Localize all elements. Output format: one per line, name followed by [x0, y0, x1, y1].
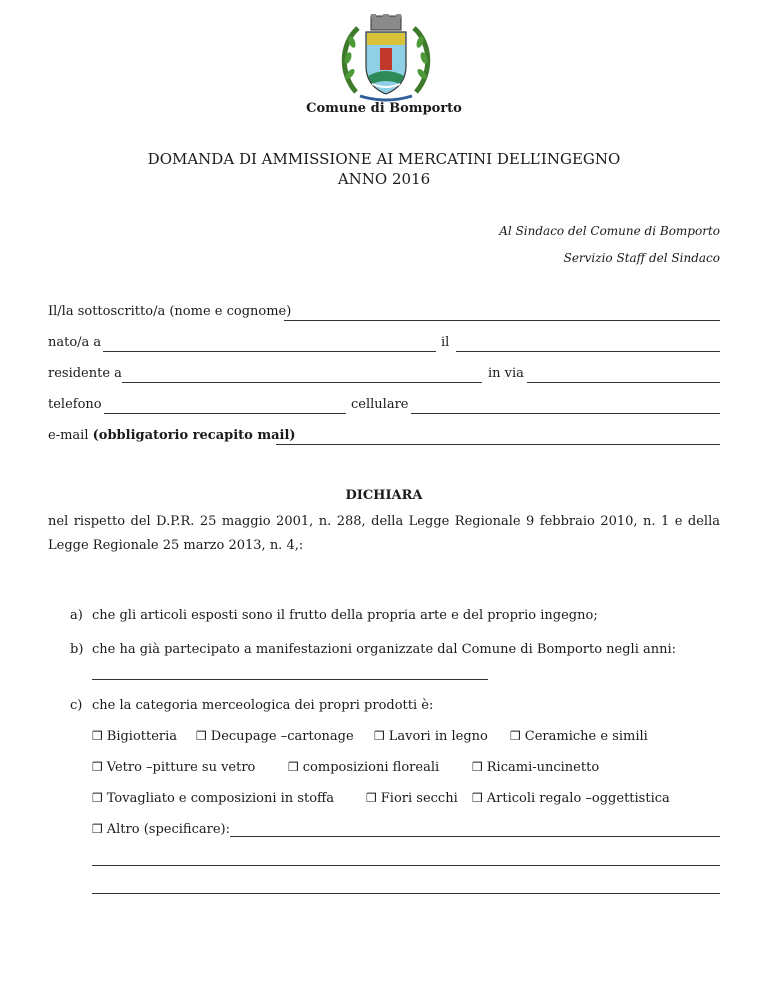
- email-required-note: (obbligatorio recapito mail): [92, 428, 296, 443]
- municipal-coat-of-arms-icon: [338, 14, 434, 104]
- birthplace-label: nato/a a: [48, 335, 102, 350]
- email-label-text: e-mail: [48, 428, 89, 443]
- checkbox-icon: ❒: [366, 791, 377, 805]
- checkbox-icon: ❒: [510, 729, 521, 743]
- category-label: Ricami-uncinetto: [486, 760, 600, 775]
- checkbox-icon: ❒: [472, 791, 483, 805]
- item-b-marker: b): [70, 642, 84, 657]
- street-label: in via: [488, 366, 524, 381]
- mobile-field[interactable]: [411, 413, 720, 414]
- checkbox-icon: ❒: [288, 760, 299, 774]
- category-label: composizioni floreali: [302, 760, 440, 775]
- years-field[interactable]: [92, 679, 488, 680]
- checkbox-icon: ❒: [92, 791, 103, 805]
- residence-label: residente a: [48, 366, 122, 381]
- category-label: Decupage –cartonage: [210, 729, 354, 744]
- checkbox-icon: ❒: [472, 760, 483, 774]
- checkbox-ceramiche[interactable]: [510, 729, 648, 744]
- category-label: Articoli regalo –oggettistica: [486, 791, 670, 806]
- declaration-intro: nel rispetto del D.P.R. 25 maggio 2001, n. 288, della Legge Regionale 9 febbraio 2010, n. 1 e della Legge Regionale 25 marzo 2013, n. 4,:: [48, 514, 720, 553]
- category-label: Bigiotteria: [106, 729, 178, 744]
- category-label: Lavori in legno: [388, 729, 488, 744]
- checkbox-tovagliato[interactable]: [92, 791, 334, 806]
- street-field[interactable]: [527, 382, 720, 383]
- checkbox-articoli-regalo[interactable]: [472, 791, 670, 806]
- phone-label: telefono: [48, 397, 102, 412]
- category-label: Ceramiche e simili: [524, 729, 648, 744]
- phone-field[interactable]: [104, 413, 346, 414]
- mobile-label: cellulare: [351, 397, 409, 412]
- name-label: Il/la sottoscritto/a (nome e cognome): [48, 304, 292, 319]
- recipient-line-2: Servizio Staff del Sindaco: [563, 251, 720, 265]
- municipality-name: Comune di Bomporto: [306, 101, 462, 116]
- item-a-marker: a): [70, 608, 83, 623]
- item-c-text: che la categoria merceologica dei propri prodotti è:: [92, 698, 434, 713]
- checkbox-lavori-legno[interactable]: [374, 729, 488, 744]
- document-title: DOMANDA DI AMMISSIONE AI MERCATINI DELL’INGEGNO: [147, 150, 621, 168]
- altro-specify-field-line-2[interactable]: [92, 865, 720, 866]
- checkbox-altro[interactable]: [92, 822, 230, 837]
- residence-field[interactable]: [122, 382, 482, 383]
- checkbox-ricami[interactable]: [472, 760, 599, 775]
- document-year: ANNO 2016: [337, 170, 431, 188]
- recipient-line-1: Al Sindaco del Comune di Bomporto: [499, 224, 720, 238]
- item-b-text: che ha già partecipato a manifestazioni organizzate dal Comune di Bomporto negli anni:: [92, 642, 677, 657]
- checkbox-decupage[interactable]: [196, 729, 354, 744]
- email-field[interactable]: [276, 444, 720, 445]
- checkbox-icon: ❒: [196, 729, 207, 743]
- name-field[interactable]: [284, 320, 720, 321]
- category-label: Tovagliato e composizioni in stoffa: [106, 791, 335, 806]
- item-c-marker: c): [70, 698, 83, 713]
- checkbox-fiori-secchi[interactable]: [366, 791, 458, 806]
- checkbox-composizioni-floreali[interactable]: [288, 760, 439, 775]
- checkbox-icon: ❒: [374, 729, 385, 743]
- declaration-title: DICHIARA: [345, 488, 423, 503]
- checkbox-icon: ❒: [92, 822, 103, 836]
- birthplace-field[interactable]: [103, 351, 436, 352]
- altro-specify-field-line-3[interactable]: [92, 893, 720, 894]
- email-label: [48, 428, 296, 443]
- altro-specify-field[interactable]: [230, 836, 720, 837]
- checkbox-bigiotteria[interactable]: [92, 729, 177, 744]
- item-a-text: che gli articoli esposti sono il frutto della propria arte e del proprio ingegno;: [92, 608, 598, 623]
- checkbox-icon: ❒: [92, 729, 103, 743]
- birthdate-field[interactable]: [456, 351, 720, 352]
- checkbox-vetro[interactable]: [92, 760, 255, 775]
- category-label: Fiori secchi: [380, 791, 458, 806]
- birthdate-label: il: [441, 335, 450, 350]
- category-label: Altro (specificare):: [106, 822, 230, 837]
- category-label: Vetro –pitture su vetro: [106, 760, 256, 775]
- checkbox-icon: ❒: [92, 760, 103, 774]
